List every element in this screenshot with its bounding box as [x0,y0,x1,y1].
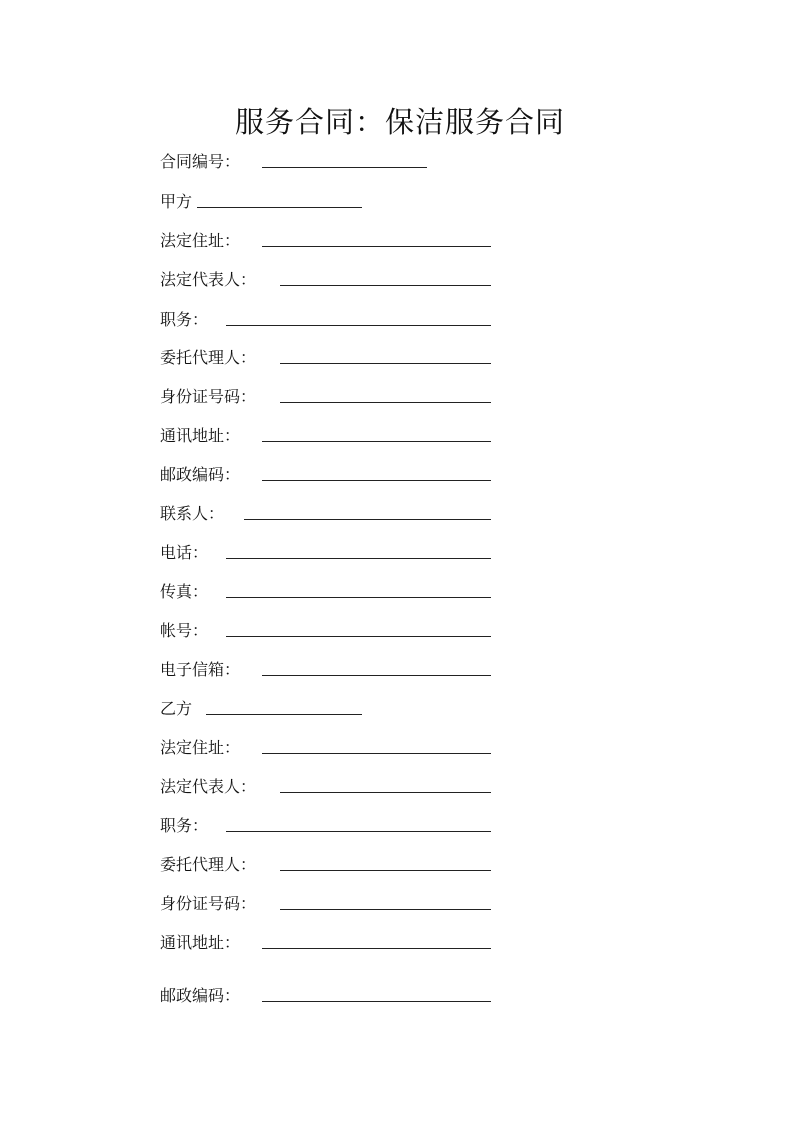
party-a-legal-rep-blank[interactable] [280,285,491,286]
party-b-legal-rep-label: 法定代表人： [160,777,257,796]
party-a-email-blank[interactable] [262,675,491,676]
party-b-id-label: 身份证号码： [160,894,257,913]
party-a-id-blank[interactable] [280,402,491,403]
party-a-postcode-blank[interactable] [262,480,491,481]
party-a-account-label: 帐号： [160,621,209,640]
party-a-agent-blank[interactable] [280,363,491,364]
document-title: 服务合同：保洁服务合同 [234,105,565,139]
party-b-heading: 乙方 [160,699,193,718]
party-b-agent-blank[interactable] [280,870,491,871]
party-a-postcode-label: 邮政编码： [160,465,241,484]
party-a-agent-label: 委托代理人： [160,348,257,367]
party-a-fax-blank[interactable] [226,597,491,598]
party-b-id-blank[interactable] [280,909,491,910]
party-a-email-label: 电子信箱： [160,660,241,679]
party-b-legal-rep-blank[interactable] [280,792,491,793]
party-a-contact-blank[interactable] [244,519,491,520]
party-b-postcode-label: 邮政编码： [160,986,241,1005]
party-a-contact-label: 联系人： [160,504,225,523]
party-b-position-blank[interactable] [226,831,491,832]
party-a-position-label: 职务： [160,310,209,329]
party-a-phone-label: 电话： [160,543,209,562]
party-b-position-label: 职务： [160,816,209,835]
party-b-address-label: 法定住址： [160,738,241,757]
party-b-mail-blank[interactable] [262,948,491,949]
party-b-mail-label: 通讯地址： [160,933,241,952]
party-a-mail-blank[interactable] [262,441,491,442]
party-a-legal-rep-label: 法定代表人： [160,270,257,289]
party-b-agent-label: 委托代理人： [160,855,257,874]
party-b-postcode-blank[interactable] [262,1001,491,1002]
contract-no-blank[interactable] [262,167,427,168]
party-a-blank[interactable] [197,207,362,208]
party-a-position-blank[interactable] [226,325,491,326]
party-a-phone-blank[interactable] [226,558,491,559]
party-b-blank[interactable] [206,714,362,715]
party-a-fax-label: 传真： [160,582,209,601]
party-a-mail-label: 通讯地址： [160,426,241,445]
party-a-address-blank[interactable] [262,246,491,247]
party-a-heading: 甲方 [160,192,193,211]
contract-no-label: 合同编号： [160,152,241,171]
party-a-address-label: 法定住址： [160,231,241,250]
party-a-account-blank[interactable] [226,636,491,637]
party-b-address-blank[interactable] [262,753,491,754]
party-a-id-label: 身份证号码： [160,387,257,406]
